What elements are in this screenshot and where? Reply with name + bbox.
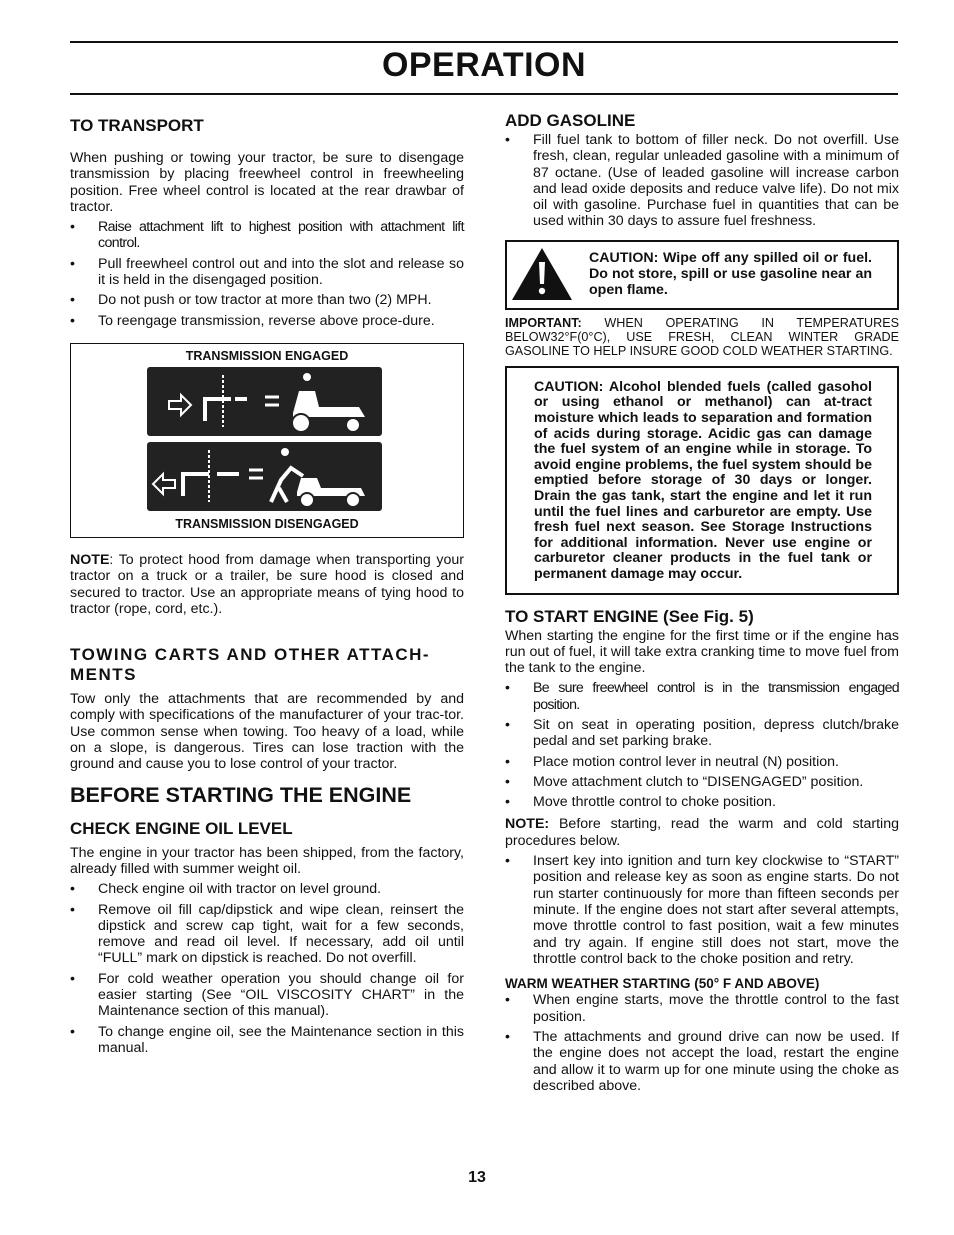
right-column (505, 111, 899, 1094)
transport-heading: TO TRANSPORT (70, 116, 204, 135)
title-rule (70, 93, 898, 95)
before-starting-heading: BEFORE STARTING THE ENGINE (70, 782, 412, 807)
important-note (505, 316, 899, 358)
list-item: • Remove oil fill cap/dipstick and wipe clean, reinsert the dipstick and screw cap tight, wait for a few seconds, remove and read oil level. If necessary, add oil until “FULL” mark on dipstick is reached. Do not overfill. (70, 902, 464, 967)
disengaged-tractor-icon (147, 442, 382, 511)
page-title: OPERATION (381, 46, 587, 84)
list-item: • Be sure freewheel control is in the transmission engaged position. (505, 680, 899, 713)
note-label: NOTE (70, 551, 110, 568)
note-text: Before starting, read the warm and cold starting procedures below. (505, 816, 899, 849)
page-number: 13 (468, 1169, 486, 1186)
engaged-illustration (147, 367, 382, 436)
list-item: • Sit on seat in operating position, depress clutch/brake pedal and set parking brake. (505, 717, 899, 750)
gasoline-heading: ADD GASOLINE (505, 111, 636, 130)
figure-label-engaged: TRANSMISSION ENGAGED (185, 348, 349, 363)
list-item: • Do not push or tow tractor at more than two (2) MPH. (70, 292, 464, 308)
caution-box-spill (505, 240, 899, 310)
list-item: • Check engine oil with tractor on level ground. (70, 881, 464, 897)
list-item: • To reengage transmission, reverse above proce-dure. (70, 313, 464, 329)
list-item: • Insert key into ignition and turn key clockwise to “START” position and release key as soon as engine starts. Do not run starter continuously for more than fifteen seconds per minute. If the engine does not start after several attempts, move throttle control to fast position, wait a few minutes and try again. If engine still does not start, move the throttle control back to the choke position and retry. (505, 853, 899, 967)
oil-bullets (70, 881, 464, 1056)
caution-alcohol-text: CAUTION: Alcohol blended fuels (called gasohol or using ethanol or methanol) can at-tract moisture which leads to separation and formation of acids during storage. Acidic gas can damage the fuel system of an engine while in storage. To avoid engine problems, the fuel system should be emptied before storage of 30 days or longer. Drain the gas tank, start the engine and let it run until the fuel lines and carburetor are empty. Use fresh fuel next season. See Storage Instructions for additional information. Never use engine or carburetor cleaner products in the fuel tank or permanent damage may occur. (534, 378, 872, 582)
list-item: • The attachments and ground drive can now be used. If the engine does not accept the load, restart the engine and allow it to warm up for one minute using the choke as described above. (505, 1029, 899, 1094)
important-text: WHEN OPERATING IN TEMPERATURES BELOW32°F(0°C), USE FRESH, CLEAN WINTER GRADE GASOLINE TO HELP INSURE GOOD COLD WEATHER STARTING. (505, 315, 899, 358)
start-engine-intro: When starting the engine for the first time or if the engine has run out of fuel, it will take extra cranking time to move fuel from the tank to the engine. (505, 627, 899, 677)
disengaged-illustration (147, 442, 382, 511)
top-rule (70, 41, 898, 43)
note-text: : To protect hood from damage when transporting your tractor on a truck or a trailer, be sure hood is closed and secured to tractor. Use an appropriate means of tying hood to tractor (rope, cord, etc.). (70, 551, 464, 617)
start-note (505, 816, 899, 849)
important-label: IMPORTANT: (505, 315, 582, 330)
transport-bullets (70, 219, 464, 329)
warning-triangle-icon (510, 246, 574, 302)
oil-heading: CHECK ENGINE OIL LEVEL (70, 818, 293, 838)
note-label: NOTE: (505, 816, 550, 833)
transmission-figure (70, 343, 464, 538)
gasoline-bullets (505, 132, 899, 230)
list-item: • For cold weather operation you should change oil for easier starting (See “OIL VISCOSITY CHART” in the Maintenance section of this manual). (70, 971, 464, 1020)
caution-spill-text: CAUTION: Wipe off any spilled oil or fuel. Do not store, spill or use gasoline near an open flame. (589, 249, 872, 299)
list-item: • Move throttle control to choke position. (505, 794, 899, 810)
caution-box-alcohol (505, 366, 899, 595)
warm-weather-bullets (505, 992, 899, 1094)
towing-heading: TOWING CARTS AND OTHER ATTACH-MENTS (70, 645, 431, 685)
oil-intro: The engine in your tractor has been shipped, from the factory, already filled with summer weight oil. (70, 844, 464, 877)
transport-intro: When pushing or towing your tractor, be sure to disengage transmission by placing freewheel control in freewheeling position. Free wheel control is located at the rear drawbar of tractor. (70, 150, 464, 215)
list-item: • Raise attachment lift to highest position with attachment lift control. (70, 219, 464, 252)
list-item: • Fill fuel tank to bottom of filler neck. Do not overfill. Use fresh, clean, regular unleaded gasoline with a minimum of 87 octane. (Use of leaded gasoline will increase carbon and lead oxide deposits and reduce valve life). Do not mix oil with gasoline. Purchase fuel in quantities that can be used within 30 days to assure fuel freshness. (505, 132, 899, 230)
list-item: • Move attachment clutch to “DISENGAGED” position. (505, 774, 899, 790)
list-item: • To change engine oil, see the Maintenance section in this manual. (70, 1024, 464, 1057)
engaged-tractor-icon (147, 367, 382, 436)
start-note-bullets (505, 853, 899, 967)
left-column (70, 116, 464, 1056)
figure-label-disengaged: TRANSMISSION DISENGAGED (175, 516, 359, 531)
start-engine-bullets (505, 680, 899, 810)
transport-note (70, 552, 464, 617)
start-engine-heading: TO START ENGINE (See Fig. 5) (505, 606, 754, 626)
warm-weather-heading: WARM WEATHER STARTING (50° F AND ABOVE) (505, 976, 820, 992)
list-item: • When engine starts, move the throttle control to the fast position. (505, 992, 899, 1025)
towing-text: Tow only the attachments that are recommended by and comply with specifications of the manufacturer of your trac-tor. Use common sense when towing. Too heavy of a load, while on a slope, is dangerous. Tires can lose traction with the ground and cause you to lose control of your tractor. (70, 691, 464, 773)
list-item: • Pull freewheel control out and into the slot and release so it is held in the disengaged position. (70, 256, 464, 289)
list-item: • Place motion control lever in neutral (N) position. (505, 754, 899, 770)
